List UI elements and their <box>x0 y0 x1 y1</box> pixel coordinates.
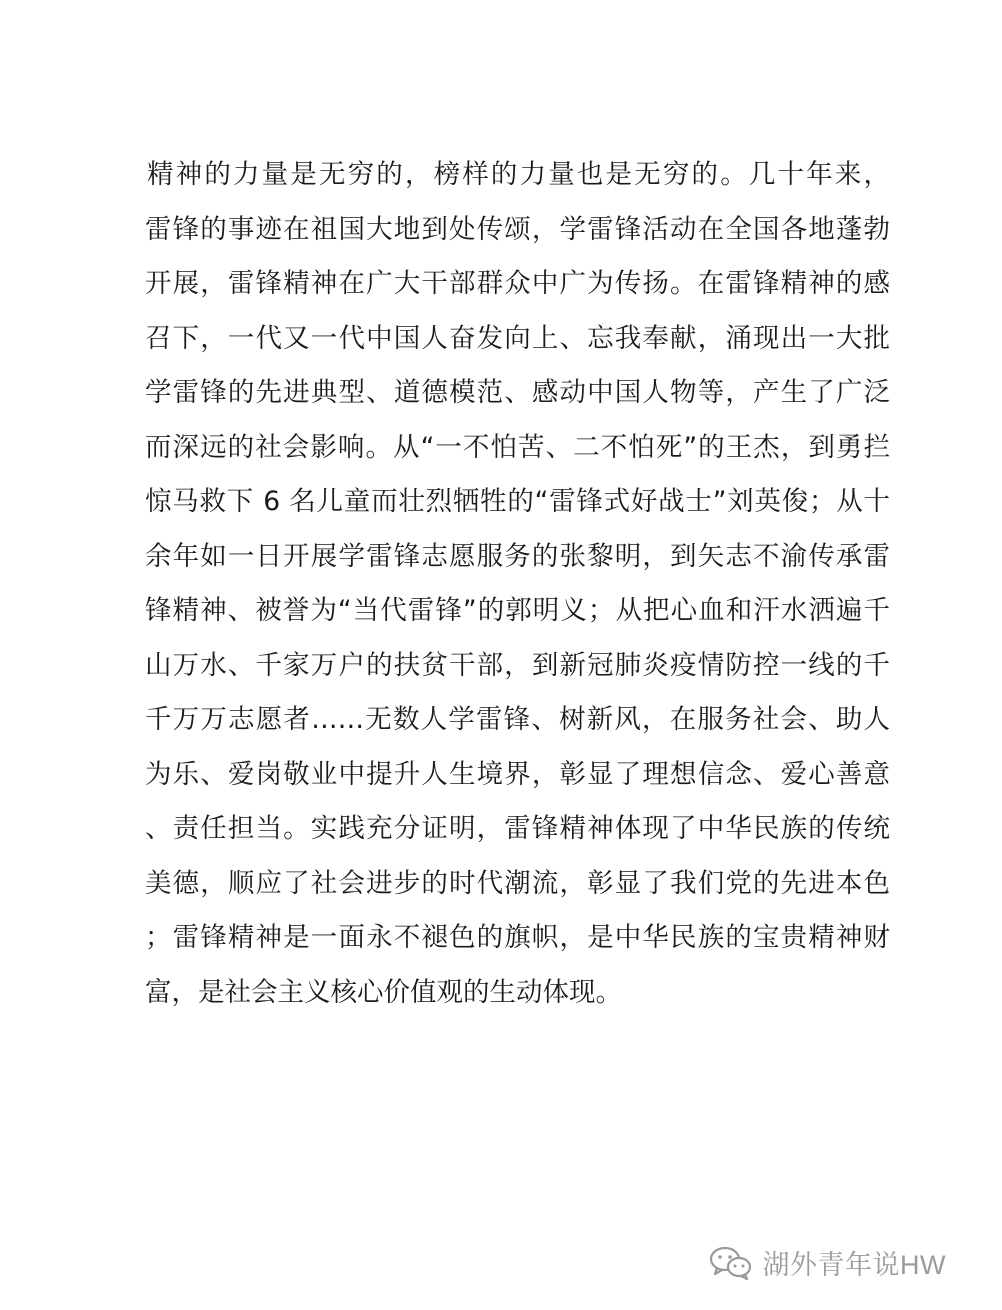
article-line-5: 学雷锋的先进典型、道德模范、感动中国人物等，产生了广泛 <box>145 377 890 408</box>
article-line-16: 富，是社会主义核心价值观的生动体现。 <box>145 976 622 1008</box>
article-line-15: ；雷锋精神是一面永不褪色的旗帜，是中华民族的宝贵精神财 <box>145 922 890 953</box>
article-line-4: 召下，一代又一代中国人奋发向上、忘我奉献，涌现出一大批 <box>145 322 890 354</box>
article-line-14: 美德，顺应了社会进步的时代潮流，彰显了我们党的先进本色 <box>145 867 890 899</box>
article-line-1: 精神的力量是无穷的，榜样的力量也是无穷的。几十年来， <box>147 159 890 190</box>
article-line-8: 余年如一日开展学雷锋志愿服务的张黎明，到矢志不渝传承雷 <box>145 540 890 572</box>
article-line-6: 而深远的社会影响。从“一不怕苦、二不怕死”的王杰，到勇拦 <box>145 431 890 463</box>
article-line-3: 开展，雷锋精神在广大干部群众中广为传扬。在雷锋精神的感 <box>145 268 890 299</box>
article-line-7: 惊马救下 6 名儿童而壮烈牺牲的“雷锋式好战士”刘英俊；从十 <box>145 486 890 517</box>
article-line-13: 、责任担当。实践充分证明，雷锋精神体现了中华民族的传统 <box>145 813 890 844</box>
article-line-2: 雷锋的事迹在祖国大地到处传颂，学雷锋活动在全国各地蓬勃 <box>145 213 890 245</box>
watermark <box>709 1243 946 1282</box>
article-line-11: 千万万志愿者……无数人学雷锋、树新风，在服务社会、助人 <box>145 704 890 735</box>
watermark-text: 湖外青年说HW <box>762 1250 946 1280</box>
wechat-icon <box>709 1246 753 1280</box>
article-line-9: 锋精神、被誉为“当代雷锋”的郭明义；从把心血和汗水洒遍千 <box>145 595 890 626</box>
article-body <box>145 148 890 1020</box>
article-line-12: 为乐、爱岗敬业中提升人生境界，彰显了理想信念、爱心善意 <box>145 758 890 790</box>
article-line-10: 山万水、千家万户的扶贫干部，到新冠肺炎疫情防控一线的千 <box>145 649 890 681</box>
